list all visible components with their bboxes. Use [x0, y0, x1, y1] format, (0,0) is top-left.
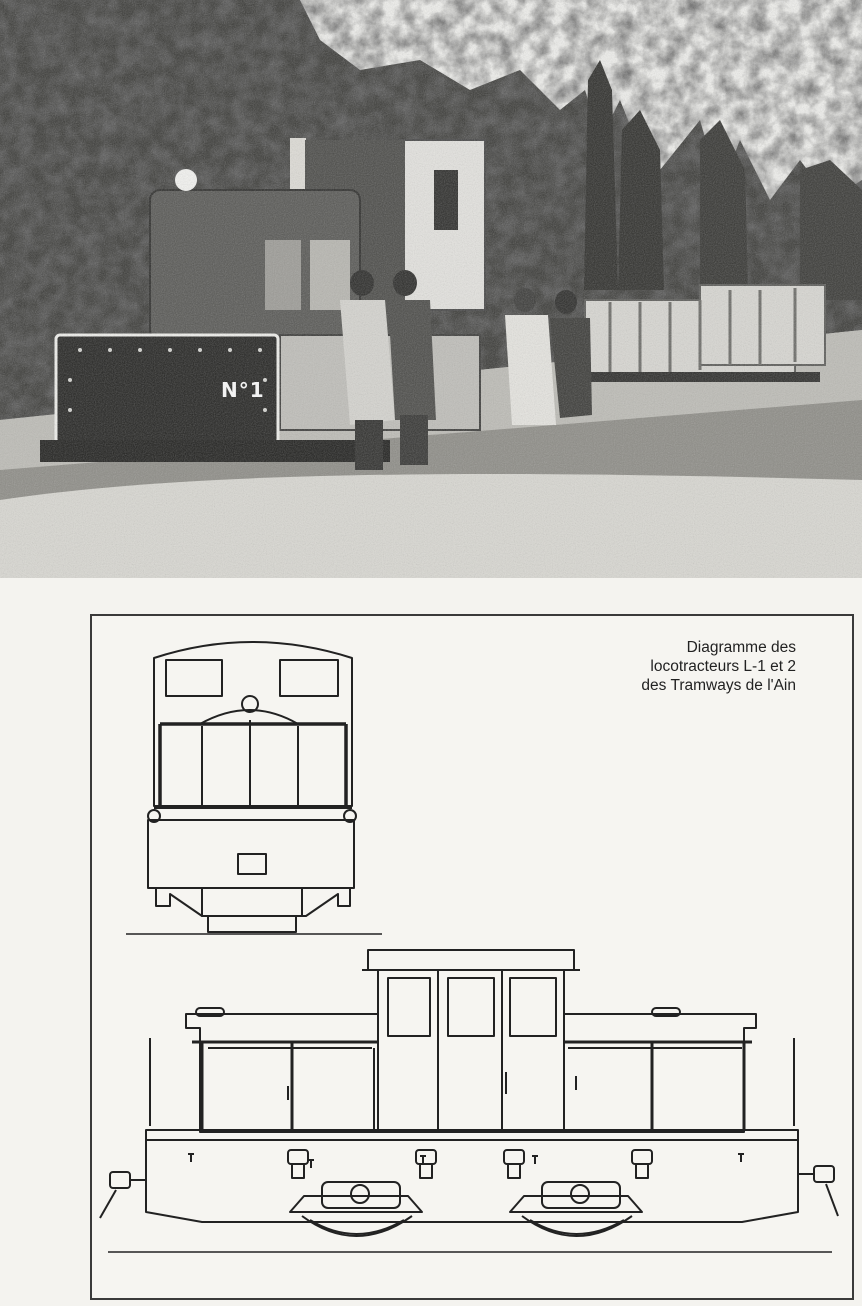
caption-line-2: locotracteurs L-1 et 2	[650, 658, 796, 675]
locomotive-diagram-panel	[90, 614, 854, 1300]
side-elevation	[100, 950, 838, 1252]
locomotive-photograph	[0, 0, 862, 578]
caption-line-1: Diagramme des	[686, 639, 796, 656]
caption-line-3: des Tramways de l'Ain	[641, 677, 796, 694]
diagram-caption	[641, 638, 796, 695]
front-elevation	[126, 642, 382, 934]
locomotive-number-plate: N°1	[221, 378, 265, 402]
photo-illustration	[0, 0, 862, 578]
technical-drawing	[92, 616, 856, 1302]
